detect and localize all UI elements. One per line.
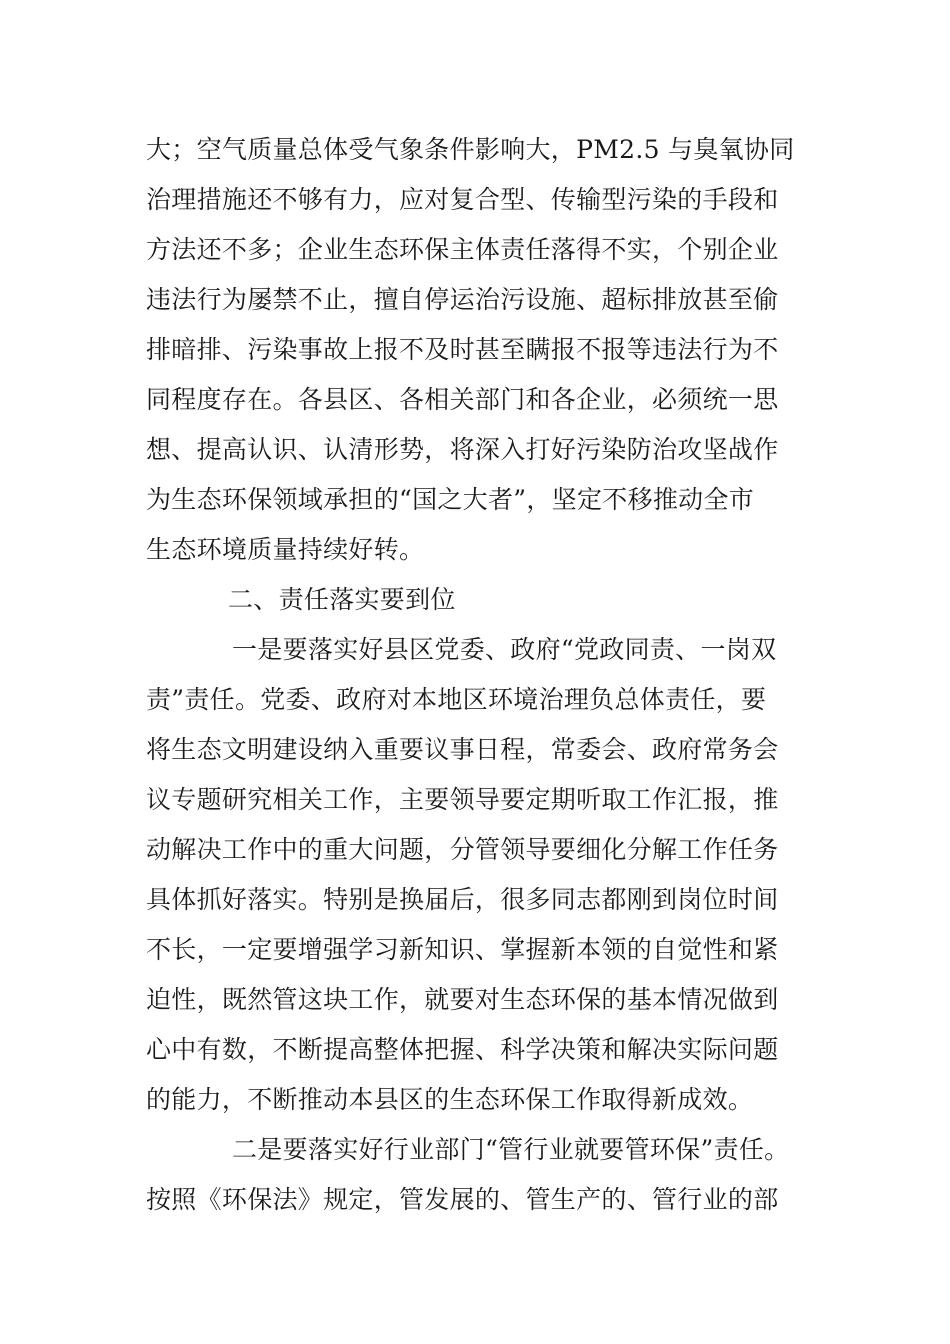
paragraph-line: 心中有数，不断提高整体把握、科学决策和解决实际问题 bbox=[146, 1035, 779, 1064]
paragraph-line: 大；空气质量总体受气象条件影响大，PM2.5 与臭氧协同 bbox=[146, 135, 795, 164]
paragraph-line: 迫性，既然管这块工作，就要对生态环保的基本情况做到 bbox=[146, 985, 779, 1014]
paragraph-line: 治理措施还不够有力，应对复合型、传输型污染的手段和 bbox=[146, 185, 779, 214]
paragraph-line: 具体抓好落实。特别是换届后，很多同志都刚到岗位时间 bbox=[146, 885, 779, 914]
paragraph-line: 将生态文明建设纳入重要议事日程，常委会、政府常务会 bbox=[146, 735, 779, 764]
paragraph-line: 动解决工作中的重大问题，分管领导要细化分解工作任务 bbox=[146, 835, 779, 864]
paragraph-line: 二是要落实好行业部门“管行业就要管环保”责任。 bbox=[232, 1135, 790, 1164]
paragraph-line: 生态环境质量持续好转。 bbox=[146, 535, 425, 564]
paragraph-line: 想、提高认识、认清形势，将深入打好污染防治攻坚战作 bbox=[146, 435, 779, 464]
paragraph-line: 同程度存在。各县区、各相关部门和各企业，必须统一思 bbox=[146, 385, 779, 414]
paragraph-line: 议专题研究相关工作，主要领导要定期听取工作汇报，推 bbox=[146, 785, 779, 814]
paragraph-line: 不长，一定要增强学习新知识、掌握新本领的自觉性和紧 bbox=[146, 935, 779, 964]
paragraph-line: 一是要落实好县区党委、政府“党政同责、一岗双 bbox=[232, 635, 777, 664]
paragraph-line: 排暗排、污染事故上报不及时甚至瞒报不报等违法行为不 bbox=[146, 335, 779, 364]
paragraph-line: 方法还不多；企业生态环保主体责任落得不实，个别企业 bbox=[146, 235, 779, 264]
paragraph-line: 的能力，不断推动本县区的生态环保工作取得新成效。 bbox=[146, 1085, 754, 1114]
paragraph-line: 违法行为屡禁不止，擅自停运治污设施、超标排放甚至偷 bbox=[146, 285, 779, 314]
paragraph-line: 按照《环保法》规定，管发展的、管生产的、管行业的部 bbox=[146, 1185, 779, 1214]
paragraph-line: 责”责任。党委、政府对本地区环境治理负总体责任，要 bbox=[146, 685, 767, 714]
paragraph-line: 为生态环保领域承担的“国之大者”，坚定不移推动全市 bbox=[146, 485, 755, 514]
section-heading: 二、责任落实要到位 bbox=[228, 585, 456, 614]
